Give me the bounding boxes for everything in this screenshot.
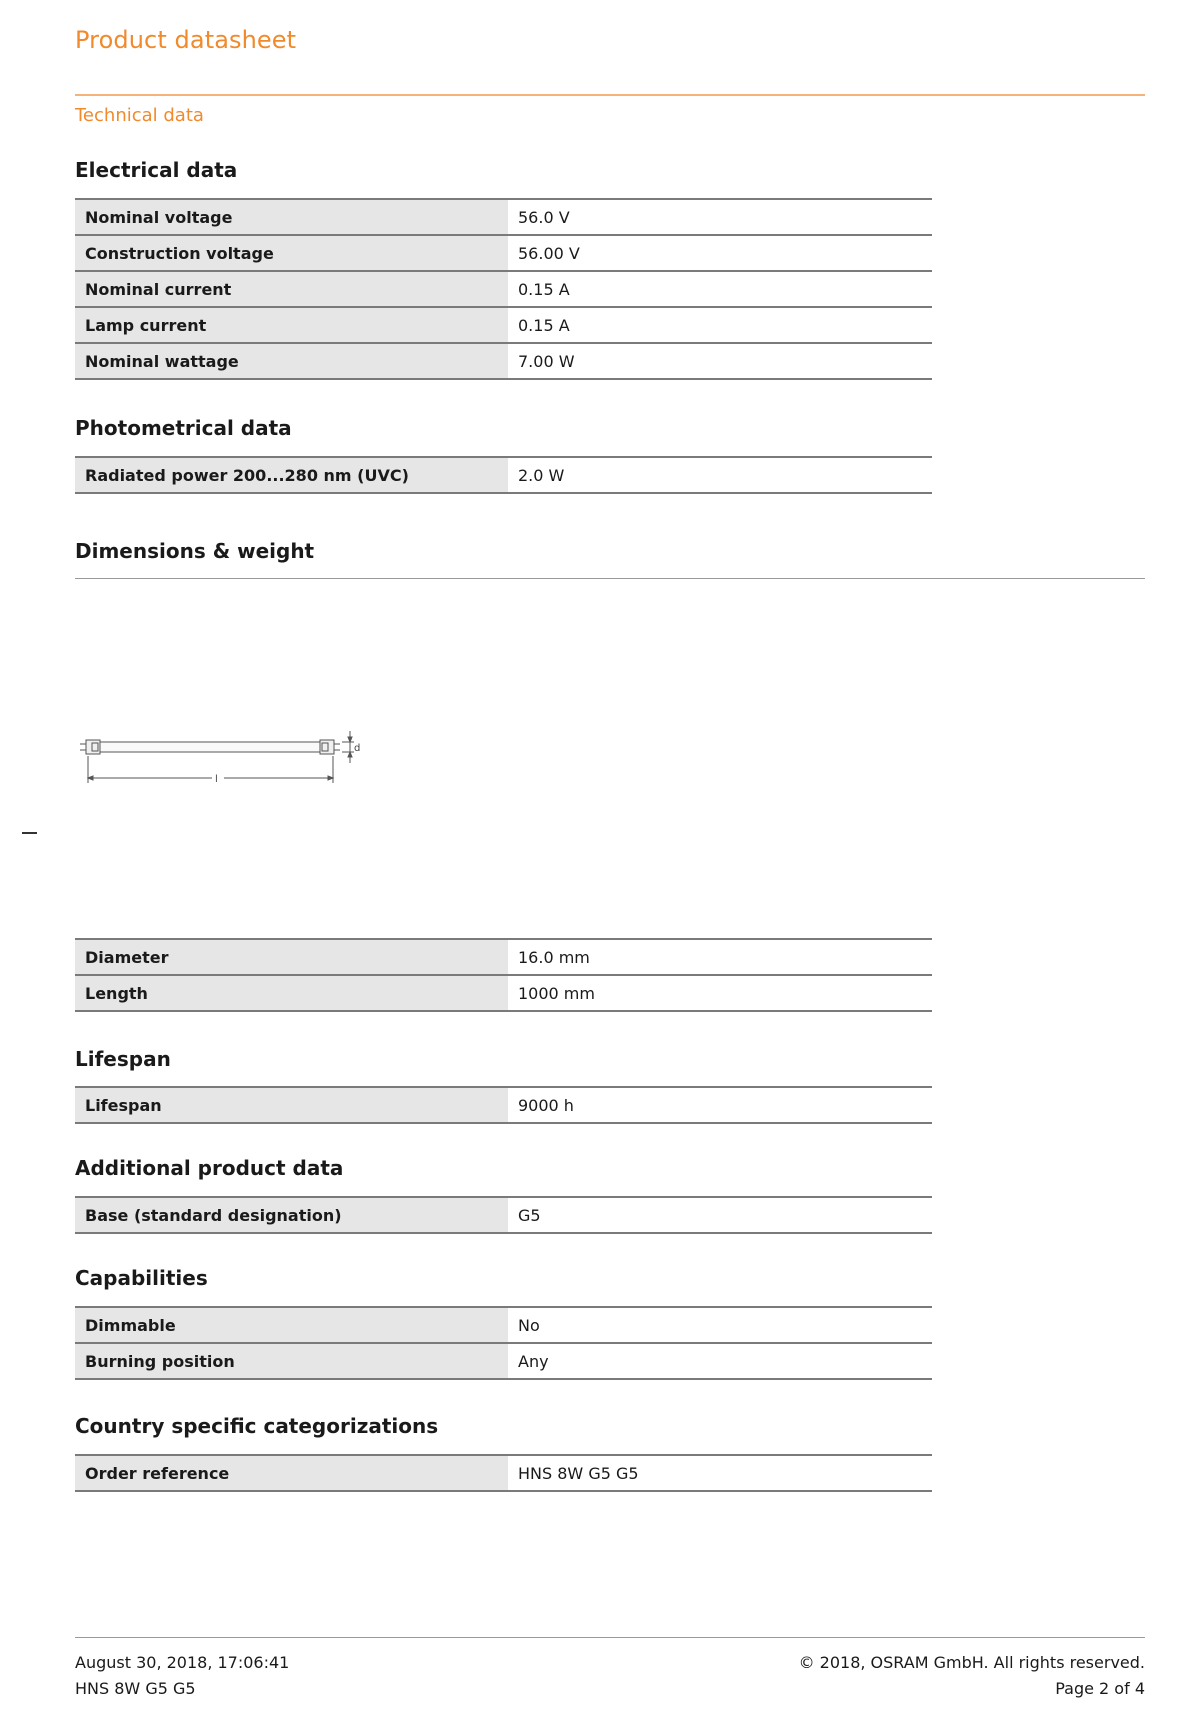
section-title-capabilities: Capabilities [75, 1266, 208, 1290]
row-value: No [508, 1307, 932, 1343]
row-value: Any [508, 1343, 932, 1379]
row-value: HNS 8W G5 G5 [508, 1455, 932, 1491]
row-value: G5 [508, 1197, 932, 1233]
left-margin-mark [22, 832, 37, 834]
table-row [75, 457, 932, 493]
length-label: l [215, 774, 218, 785]
header-divider [75, 94, 1145, 96]
row-value: 16.0 mm [508, 939, 932, 975]
row-label: Length [75, 975, 508, 1011]
table-row [75, 343, 932, 379]
footer-date: August 30, 2018, 17:06:41 [75, 1653, 290, 1672]
row-label: Dimmable [75, 1307, 508, 1343]
table-lifespan [75, 1086, 932, 1124]
table-row [75, 307, 932, 343]
row-value: 9000 h [508, 1087, 932, 1123]
footer-product: HNS 8W G5 G5 [75, 1679, 196, 1698]
section-title-dimensions: Dimensions & weight [75, 539, 315, 563]
row-label: Diameter [75, 939, 508, 975]
section-title-lifespan: Lifespan [75, 1047, 171, 1071]
diameter-label: d [354, 743, 361, 754]
row-label: Nominal current [75, 271, 508, 307]
section-title-country: Country specific categorizations [75, 1414, 439, 1438]
table-row [75, 939, 932, 975]
row-value: 0.15 A [508, 307, 932, 343]
row-value: 56.0 V [508, 199, 932, 235]
row-value: 1000 mm [508, 975, 932, 1011]
table-row [75, 1087, 932, 1123]
row-label: Radiated power 200...280 nm (UVC) [75, 457, 508, 493]
table-dimensions [75, 938, 932, 1012]
row-label: Nominal wattage [75, 343, 508, 379]
table-electrical [75, 198, 932, 380]
footer-page-number: Page 2 of 4 [1055, 1679, 1145, 1698]
page-subtitle: Technical data [75, 105, 204, 126]
table-photometrical [75, 456, 932, 494]
table-row [75, 1343, 932, 1379]
row-label: Base (standard designation) [75, 1197, 508, 1233]
row-value: 0.15 A [508, 271, 932, 307]
table-row [75, 975, 932, 1011]
section-title-photometrical: Photometrical data [75, 416, 292, 440]
section-title-electrical: Electrical data [75, 158, 238, 182]
row-label: Nominal voltage [75, 199, 508, 235]
table-country [75, 1454, 932, 1492]
table-capabilities [75, 1306, 932, 1380]
row-label: Order reference [75, 1455, 508, 1491]
page-header-title: Product datasheet [75, 26, 297, 54]
table-row [75, 1197, 932, 1233]
row-value: 56.00 V [508, 235, 932, 271]
section-title-additional: Additional product data [75, 1156, 344, 1180]
footer-copyright: © 2018, OSRAM GmbH. All rights reserved. [798, 1653, 1145, 1672]
table-additional [75, 1196, 932, 1234]
row-label: Construction voltage [75, 235, 508, 271]
row-label: Lifespan [75, 1087, 508, 1123]
lamp-dimension-drawing [78, 725, 378, 795]
footer-divider [75, 1637, 1145, 1638]
dimensions-divider [75, 578, 1145, 579]
table-row [75, 271, 932, 307]
row-value: 7.00 W [508, 343, 932, 379]
table-row [75, 1307, 932, 1343]
table-row [75, 235, 932, 271]
row-label: Lamp current [75, 307, 508, 343]
row-value: 2.0 W [508, 457, 932, 493]
row-label: Burning position [75, 1343, 508, 1379]
table-row [75, 1455, 932, 1491]
table-row [75, 199, 932, 235]
